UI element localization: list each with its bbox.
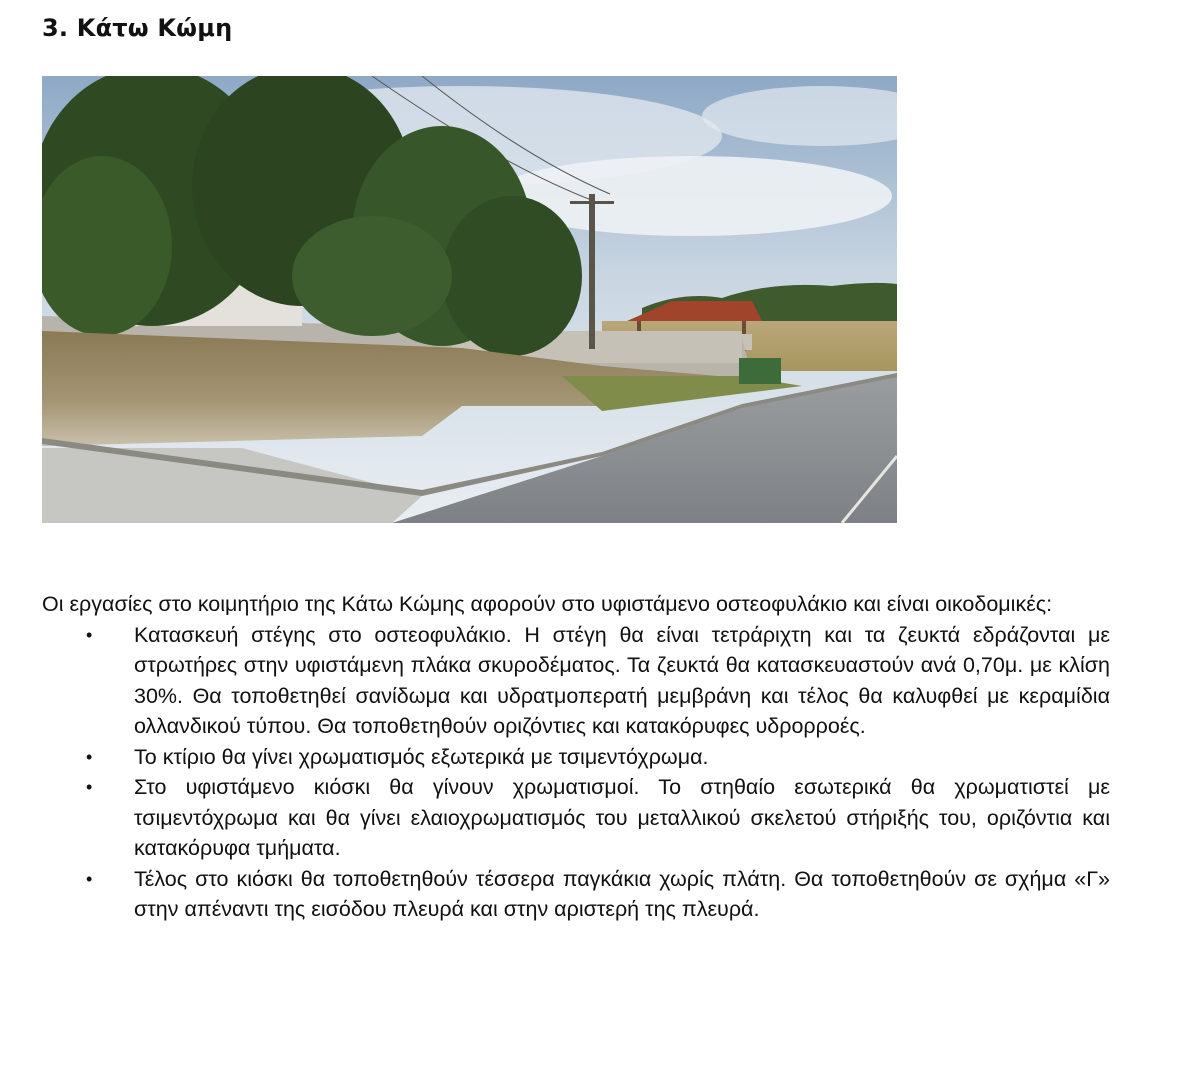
cemetery-street-photo: [42, 76, 897, 523]
list-item: [42, 772, 1110, 864]
list-item: [42, 620, 1110, 742]
list-item-text: Το κτίριο θα γίνει χρωματισμός εξωτερικά με τσιμεντόχρωμα.: [134, 744, 709, 769]
site-photo: [42, 76, 897, 523]
bullet-icon: •: [86, 777, 93, 797]
bullet-icon: •: [86, 624, 93, 645]
works-list: [42, 620, 1110, 925]
section-title: 3. Κάτω Κώμη: [42, 14, 233, 42]
list-item-text: Τέλος στο κιόσκι θα τοποθετηθούν τέσσερα παγκάκια χωρίς πλάτη. Θα τοποθετηθούν σε σχήμα «Γ» στην απέναντι της εισόδου πλευρά και στην αριστερή της πλευρά.: [134, 866, 1110, 921]
list-item: [42, 864, 1110, 925]
bullet-icon: •: [86, 868, 93, 889]
list-item-text: Στο υφιστάμενο κιόσκι θα γίνουν χρωματισμοί. Το στηθαίο εσωτερικά θα χρωματιστεί με τσιμεντόχρωμα και θα γίνει ελαιοχρωματισμός του μεταλλικού σκελετού στήριξής του, οριζόντια και κατακόρυφα τμήματα.: [134, 775, 1110, 860]
list-item-text: Κατασκευή στέγης στο οστεοφυλάκιο. Η στέγη θα είναι τετράριχτη και τα ζευκτά εδράζονται με στρωτήρες στην υφιστάμενη πλάκα σκυροδέματος. Τα ζευκτά θα κατασκευαστούν ανά 0,70μ. με κλίση 30%. Θα τοποθετηθεί σανίδωμα και υδρατμοπερατή μεμβράνη και τέλος θα καλυφθεί με κεραμίδια ολλανδικού τύπου. Θα τοποθετηθούν οριζόντιες και κατακόρυφες υδρορροές.: [134, 622, 1110, 738]
intro-paragraph: Οι εργασίες στο κοιμητήριο της Κάτω Κώμης αφορούν στο υφιστάμενο οστεοφυλάκιο και είναι οικοδομικές:: [42, 592, 1053, 616]
list-item: [42, 742, 1110, 773]
bullet-icon: •: [86, 746, 93, 767]
description-text: [42, 589, 1110, 925]
